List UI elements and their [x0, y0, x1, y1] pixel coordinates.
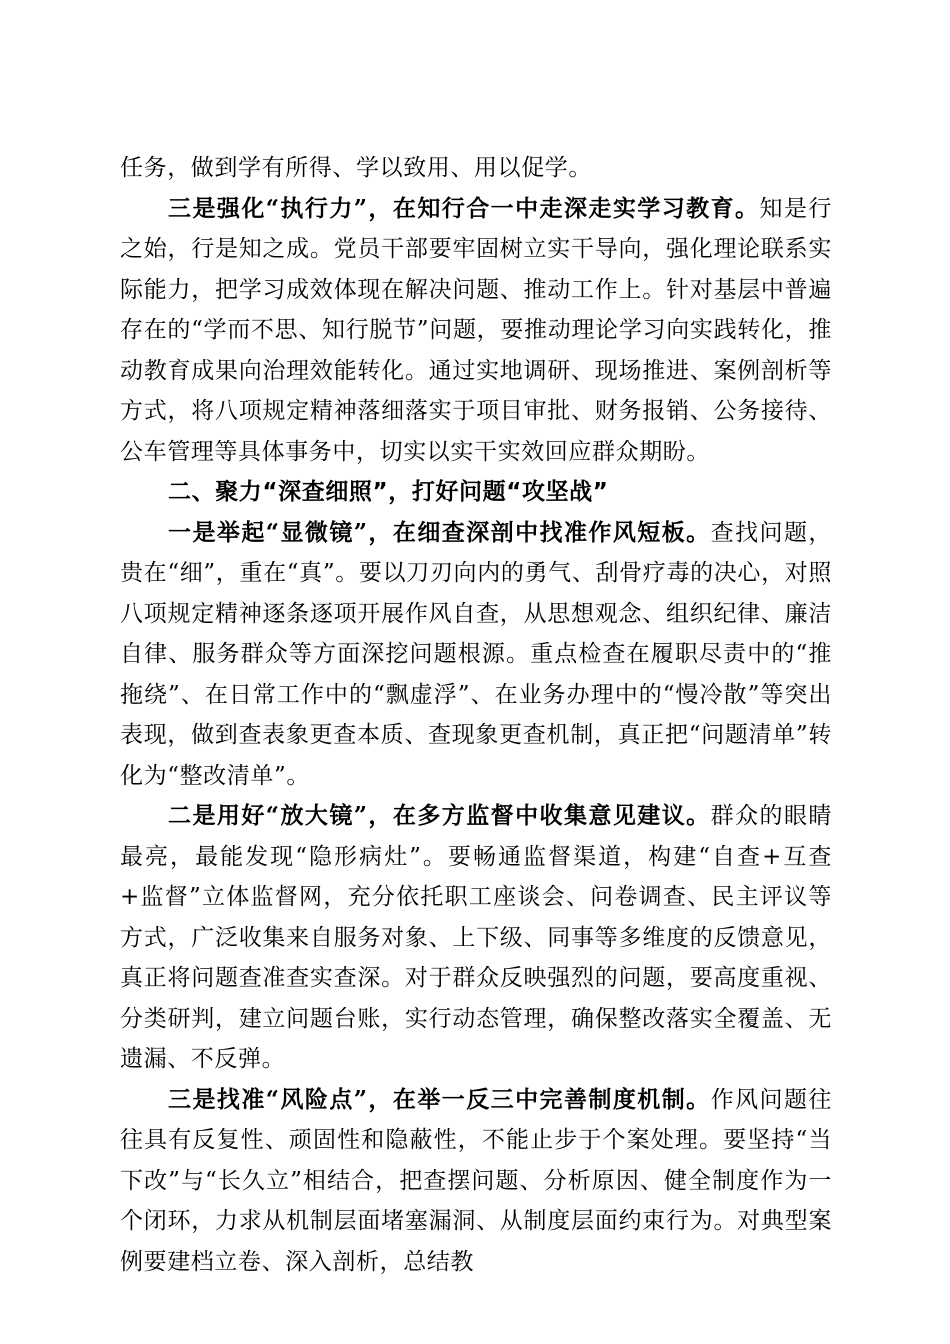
paragraph-text: 作风问题往往具有反复性、顽固性和隐蔽性，不能止步于个案处理。要坚持“当下改”与“长久立”相结合，把查摆问题、分析原因、健全制度作为一个闭环，力求从机制层面堵塞漏洞、从制度层面约束行为。对典型案例要建档立卷、深入剖析，总结教 [120, 1086, 832, 1275]
paragraph-lead: 二是用好“放大镜”，在多方监督中收集意见建议。 [168, 802, 711, 829]
paragraph-risk-points [120, 1080, 832, 1283]
paragraph-text: 群众的眼睛最亮，最能发现“隐形病灶”。要畅通监督渠道，构建“自查+互查+监督”立体监督网，充分依托职工座谈会、问卷调查、民主评议等方式，广泛收集来自服务对象、上下级、同事等多维度的反馈意见，真正将问题查准查实查深。对于群众反映强烈的问题，要高度重视、分类研判，建立问题台账，实行动态管理，确保整改落实全覆盖、无遗漏、不反弹。 [120, 803, 832, 1072]
paragraph-lead: 一是举起“显微镜”，在细查深剖中找准作风短板。 [168, 518, 711, 546]
paragraph-text: 知是行之始，行是知之成。党员干部要牢固树立实干导向，强化理论联系实际能力，把学习成效体现在解决问题、推动工作上。针对基层中普遍存在的“学而不思、知行脱节”问题，要推动理论学习向实践转化，推动教育成果向治理效能转化。通过实地调研、现场推进、案例剖析等方式，将八项规定精神落细落实于项目审批、财务报销、公务接待、公车管理等具体事务中，切实以实干实效回应群众期盼。 [120, 195, 832, 465]
paragraph-magnifier [120, 796, 832, 1080]
paragraph-continuation [120, 148, 832, 189]
paragraph-microscope [120, 513, 832, 797]
paragraph-text: 查找问题，贵在“细”，重在“真”。要以刀刃向内的勇气、刮骨疗毒的决心，对照八项规定精神逐条逐项开展作风自查，从思想观念、组织纪律、廉洁自律、服务群众等方面深挖问题根源。重点检查在履职尽责中的“推拖绕”、在日常工作中的“飘虚浮”、在业务办理中的“慢冷散”等突出表现，做到查表象更查本质、查现象更查机制，真正把“问题清单”转化为“整改清单”。 [120, 519, 832, 789]
paragraph-lead: 三是找准“风险点”，在举一反三中完善制度机制。 [168, 1085, 711, 1113]
paragraph-lead: 三是强化“执行力”，在知行合一中走深走实学习教育。 [168, 194, 760, 222]
paragraph-execution [120, 189, 832, 473]
document-page [120, 148, 832, 1282]
section-heading: 二、聚力“深查细照”，打好问题“攻坚战” [168, 479, 609, 505]
paragraph-text: 任务，做到学有所得、学以致用、用以促学。 [120, 155, 592, 181]
